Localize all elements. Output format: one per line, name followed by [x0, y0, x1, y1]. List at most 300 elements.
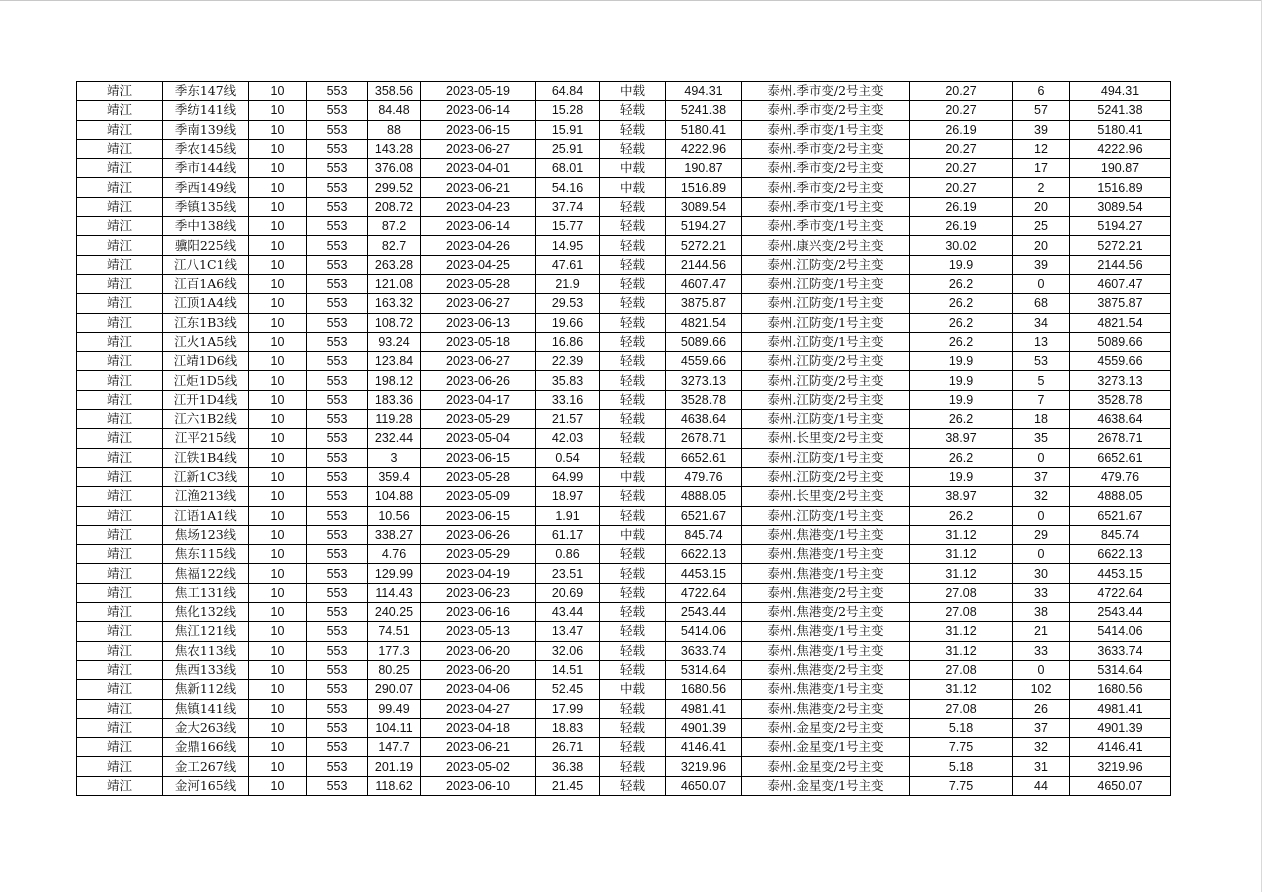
cell-value-c: 3089.54 [1070, 197, 1171, 216]
cell-value-c: 3219.96 [1070, 757, 1171, 776]
cell-load-level: 轻载 [600, 371, 666, 390]
table-row [77, 738, 1171, 757]
cell-voltage: 10 [249, 660, 307, 679]
cell-code: 553 [307, 641, 368, 660]
cell-code: 553 [307, 217, 368, 236]
cell-county: 靖江 [77, 313, 163, 332]
cell-substation: 泰州.江防变/1号主变 [742, 313, 910, 332]
cell-value-a: 240.25 [368, 603, 421, 622]
cell-line: 焦新112线 [163, 680, 249, 699]
cell-rate: 15.91 [536, 120, 600, 139]
cell-capacity: 27.08 [910, 699, 1013, 718]
cell-voltage: 10 [249, 718, 307, 737]
cell-substation: 泰州.季市变/1号主变 [742, 217, 910, 236]
cell-load-level: 中载 [600, 525, 666, 544]
cell-substation: 泰州.江防变/2号主变 [742, 390, 910, 409]
cell-rate: 18.97 [536, 487, 600, 506]
cell-substation: 泰州.金星变/1号主变 [742, 738, 910, 757]
cell-date: 2023-06-20 [421, 660, 536, 679]
cell-value-c: 4722.64 [1070, 583, 1171, 602]
cell-value-b: 190.87 [666, 159, 742, 178]
cell-substation: 泰州.江防变/1号主变 [742, 410, 910, 429]
cell-voltage: 10 [249, 294, 307, 313]
cell-county: 靖江 [77, 583, 163, 602]
cell-capacity: 27.08 [910, 603, 1013, 622]
cell-code: 553 [307, 120, 368, 139]
cell-date: 2023-05-29 [421, 410, 536, 429]
cell-date: 2023-05-28 [421, 274, 536, 293]
cell-count: 32 [1013, 487, 1070, 506]
table-row [77, 757, 1171, 776]
cell-date: 2023-06-15 [421, 120, 536, 139]
cell-capacity: 19.9 [910, 255, 1013, 274]
cell-county: 靖江 [77, 660, 163, 679]
cell-capacity: 26.19 [910, 197, 1013, 216]
cell-value-b: 4559.66 [666, 352, 742, 371]
cell-value-a: 129.99 [368, 564, 421, 583]
cell-count: 32 [1013, 738, 1070, 757]
cell-substation: 泰州.焦港变/1号主变 [742, 525, 910, 544]
cell-count: 53 [1013, 352, 1070, 371]
cell-code: 553 [307, 525, 368, 544]
cell-count: 0 [1013, 660, 1070, 679]
cell-county: 靖江 [77, 101, 163, 120]
cell-code: 553 [307, 332, 368, 351]
cell-voltage: 10 [249, 255, 307, 274]
cell-capacity: 19.9 [910, 352, 1013, 371]
cell-code: 553 [307, 738, 368, 757]
cell-load-level: 轻载 [600, 545, 666, 564]
cell-value-c: 5089.66 [1070, 332, 1171, 351]
cell-line: 金大263线 [163, 718, 249, 737]
cell-rate: 32.06 [536, 641, 600, 660]
cell-date: 2023-06-15 [421, 506, 536, 525]
cell-value-a: 84.48 [368, 101, 421, 120]
cell-value-a: 376.08 [368, 159, 421, 178]
cell-capacity: 27.08 [910, 583, 1013, 602]
cell-county: 靖江 [77, 390, 163, 409]
cell-code: 553 [307, 680, 368, 699]
cell-value-c: 4901.39 [1070, 718, 1171, 737]
table-row [77, 603, 1171, 622]
cell-value-b: 5414.06 [666, 622, 742, 641]
cell-load-level: 轻载 [600, 776, 666, 795]
cell-value-a: 3 [368, 448, 421, 467]
cell-value-a: 4.76 [368, 545, 421, 564]
cell-date: 2023-04-06 [421, 680, 536, 699]
cell-value-c: 6521.67 [1070, 506, 1171, 525]
cell-date: 2023-05-29 [421, 545, 536, 564]
cell-voltage: 10 [249, 217, 307, 236]
cell-substation: 泰州.长里变/2号主变 [742, 487, 910, 506]
cell-load-level: 轻载 [600, 738, 666, 757]
cell-value-b: 5241.38 [666, 101, 742, 120]
cell-voltage: 10 [249, 622, 307, 641]
cell-value-b: 2678.71 [666, 429, 742, 448]
cell-county: 靖江 [77, 217, 163, 236]
table-row [77, 294, 1171, 313]
cell-line: 季东147线 [163, 82, 249, 101]
cell-date: 2023-04-27 [421, 699, 536, 718]
cell-line: 江开1D4线 [163, 390, 249, 409]
cell-value-a: 74.51 [368, 622, 421, 641]
cell-date: 2023-06-15 [421, 448, 536, 467]
cell-code: 553 [307, 718, 368, 737]
cell-value-b: 3273.13 [666, 371, 742, 390]
cell-load-level: 中载 [600, 680, 666, 699]
cell-substation: 泰州.江防变/1号主变 [742, 506, 910, 525]
cell-value-c: 3528.78 [1070, 390, 1171, 409]
cell-rate: 26.71 [536, 738, 600, 757]
table-row [77, 583, 1171, 602]
cell-substation: 泰州.金星变/2号主变 [742, 757, 910, 776]
table-row [77, 236, 1171, 255]
cell-value-b: 2543.44 [666, 603, 742, 622]
cell-substation: 泰州.季市变/2号主变 [742, 82, 910, 101]
cell-code: 553 [307, 603, 368, 622]
table-row [77, 255, 1171, 274]
cell-load-level: 中载 [600, 467, 666, 486]
cell-voltage: 10 [249, 139, 307, 158]
cell-rate: 64.84 [536, 82, 600, 101]
page-top-border [0, 0, 1262, 1]
cell-value-b: 479.76 [666, 467, 742, 486]
cell-rate: 0.86 [536, 545, 600, 564]
cell-substation: 泰州.焦港变/1号主变 [742, 564, 910, 583]
cell-count: 34 [1013, 313, 1070, 332]
cell-substation: 泰州.焦港变/2号主变 [742, 660, 910, 679]
cell-value-a: 143.28 [368, 139, 421, 158]
cell-rate: 0.54 [536, 448, 600, 467]
cell-load-level: 轻载 [600, 352, 666, 371]
cell-value-b: 3528.78 [666, 390, 742, 409]
cell-value-b: 6652.61 [666, 448, 742, 467]
table-row [77, 776, 1171, 795]
cell-capacity: 20.27 [910, 178, 1013, 197]
cell-count: 37 [1013, 467, 1070, 486]
cell-county: 靖江 [77, 197, 163, 216]
cell-load-level: 轻载 [600, 410, 666, 429]
cell-capacity: 20.27 [910, 82, 1013, 101]
cell-capacity: 26.19 [910, 217, 1013, 236]
cell-rate: 52.45 [536, 680, 600, 699]
cell-date: 2023-06-13 [421, 313, 536, 332]
cell-line: 江八1C1线 [163, 255, 249, 274]
cell-value-a: 118.62 [368, 776, 421, 795]
table-row [77, 622, 1171, 641]
cell-voltage: 10 [249, 603, 307, 622]
cell-capacity: 7.75 [910, 776, 1013, 795]
cell-value-b: 4888.05 [666, 487, 742, 506]
cell-voltage: 10 [249, 313, 307, 332]
cell-substation: 泰州.长里变/2号主变 [742, 429, 910, 448]
cell-value-b: 1680.56 [666, 680, 742, 699]
cell-county: 靖江 [77, 429, 163, 448]
cell-code: 553 [307, 390, 368, 409]
cell-line: 江语1A1线 [163, 506, 249, 525]
cell-count: 35 [1013, 429, 1070, 448]
cell-value-c: 3875.87 [1070, 294, 1171, 313]
table-row [77, 120, 1171, 139]
cell-load-level: 轻载 [600, 139, 666, 158]
cell-value-b: 5194.27 [666, 217, 742, 236]
cell-value-c: 845.74 [1070, 525, 1171, 544]
cell-value-c: 5272.21 [1070, 236, 1171, 255]
cell-rate: 14.51 [536, 660, 600, 679]
cell-substation: 泰州.焦港变/1号主变 [742, 545, 910, 564]
cell-voltage: 10 [249, 699, 307, 718]
cell-count: 39 [1013, 255, 1070, 274]
cell-date: 2023-05-02 [421, 757, 536, 776]
cell-date: 2023-06-16 [421, 603, 536, 622]
cell-rate: 29.53 [536, 294, 600, 313]
cell-value-c: 4888.05 [1070, 487, 1171, 506]
cell-capacity: 7.75 [910, 738, 1013, 757]
cell-load-level: 轻载 [600, 757, 666, 776]
cell-capacity: 5.18 [910, 718, 1013, 737]
cell-voltage: 10 [249, 564, 307, 583]
cell-line: 江铁1B4线 [163, 448, 249, 467]
cell-value-a: 338.27 [368, 525, 421, 544]
cell-capacity: 19.9 [910, 467, 1013, 486]
cell-count: 7 [1013, 390, 1070, 409]
cell-voltage: 10 [249, 410, 307, 429]
cell-voltage: 10 [249, 371, 307, 390]
cell-rate: 21.45 [536, 776, 600, 795]
cell-count: 0 [1013, 545, 1070, 564]
cell-code: 553 [307, 178, 368, 197]
cell-code: 553 [307, 139, 368, 158]
cell-value-c: 2144.56 [1070, 255, 1171, 274]
cell-count: 37 [1013, 718, 1070, 737]
cell-capacity: 26.2 [910, 448, 1013, 467]
cell-voltage: 10 [249, 178, 307, 197]
cell-voltage: 10 [249, 776, 307, 795]
cell-count: 20 [1013, 236, 1070, 255]
cell-rate: 14.95 [536, 236, 600, 255]
table-row [77, 390, 1171, 409]
cell-count: 25 [1013, 217, 1070, 236]
cell-voltage: 10 [249, 448, 307, 467]
cell-county: 靖江 [77, 274, 163, 293]
cell-voltage: 10 [249, 545, 307, 564]
cell-capacity: 38.97 [910, 487, 1013, 506]
cell-rate: 21.9 [536, 274, 600, 293]
cell-load-level: 中载 [600, 82, 666, 101]
cell-value-a: 299.52 [368, 178, 421, 197]
table-row [77, 448, 1171, 467]
cell-rate: 23.51 [536, 564, 600, 583]
cell-date: 2023-06-27 [421, 352, 536, 371]
cell-count: 102 [1013, 680, 1070, 699]
cell-voltage: 10 [249, 352, 307, 371]
cell-county: 靖江 [77, 757, 163, 776]
cell-value-c: 4146.41 [1070, 738, 1171, 757]
cell-count: 31 [1013, 757, 1070, 776]
cell-voltage: 10 [249, 197, 307, 216]
cell-code: 553 [307, 371, 368, 390]
cell-substation: 泰州.季市变/1号主变 [742, 120, 910, 139]
cell-capacity: 27.08 [910, 660, 1013, 679]
cell-code: 553 [307, 564, 368, 583]
cell-voltage: 10 [249, 159, 307, 178]
cell-value-c: 5314.64 [1070, 660, 1171, 679]
cell-date: 2023-06-21 [421, 738, 536, 757]
table-row [77, 564, 1171, 583]
cell-capacity: 26.2 [910, 506, 1013, 525]
cell-value-b: 845.74 [666, 525, 742, 544]
table-row [77, 371, 1171, 390]
cell-code: 553 [307, 776, 368, 795]
cell-date: 2023-04-26 [421, 236, 536, 255]
cell-value-b: 4607.47 [666, 274, 742, 293]
cell-county: 靖江 [77, 680, 163, 699]
cell-county: 靖江 [77, 487, 163, 506]
cell-voltage: 10 [249, 487, 307, 506]
cell-value-b: 5272.21 [666, 236, 742, 255]
table-row [77, 101, 1171, 120]
cell-value-c: 4222.96 [1070, 139, 1171, 158]
cell-value-a: 104.11 [368, 718, 421, 737]
cell-load-level: 轻载 [600, 564, 666, 583]
cell-county: 靖江 [77, 255, 163, 274]
cell-load-level: 轻载 [600, 429, 666, 448]
cell-load-level: 轻载 [600, 101, 666, 120]
cell-line: 焦农113线 [163, 641, 249, 660]
cell-value-c: 1516.89 [1070, 178, 1171, 197]
cell-value-c: 3633.74 [1070, 641, 1171, 660]
table-row [77, 313, 1171, 332]
cell-value-a: 163.32 [368, 294, 421, 313]
cell-capacity: 20.27 [910, 139, 1013, 158]
cell-substation: 泰州.焦港变/2号主变 [742, 583, 910, 602]
cell-value-c: 5241.38 [1070, 101, 1171, 120]
cell-voltage: 10 [249, 390, 307, 409]
cell-line: 江东1B3线 [163, 313, 249, 332]
cell-voltage: 10 [249, 738, 307, 757]
cell-voltage: 10 [249, 274, 307, 293]
cell-substation: 泰州.康兴变/2号主变 [742, 236, 910, 255]
cell-code: 553 [307, 197, 368, 216]
cell-capacity: 38.97 [910, 429, 1013, 448]
cell-substation: 泰州.江防变/2号主变 [742, 255, 910, 274]
cell-capacity: 19.9 [910, 390, 1013, 409]
cell-code: 553 [307, 583, 368, 602]
cell-value-c: 2543.44 [1070, 603, 1171, 622]
table-row [77, 217, 1171, 236]
cell-value-b: 4453.15 [666, 564, 742, 583]
cell-capacity: 31.12 [910, 680, 1013, 699]
cell-count: 30 [1013, 564, 1070, 583]
cell-substation: 泰州.江防变/1号主变 [742, 448, 910, 467]
cell-value-a: 177.3 [368, 641, 421, 660]
cell-count: 33 [1013, 641, 1070, 660]
cell-capacity: 20.27 [910, 101, 1013, 120]
cell-rate: 18.83 [536, 718, 600, 737]
cell-voltage: 10 [249, 757, 307, 776]
cell-county: 靖江 [77, 236, 163, 255]
cell-capacity: 26.2 [910, 294, 1013, 313]
cell-load-level: 轻载 [600, 236, 666, 255]
cell-rate: 21.57 [536, 410, 600, 429]
cell-count: 6 [1013, 82, 1070, 101]
cell-code: 553 [307, 622, 368, 641]
cell-rate: 19.66 [536, 313, 600, 332]
cell-value-a: 80.25 [368, 660, 421, 679]
cell-voltage: 10 [249, 120, 307, 139]
cell-value-b: 3219.96 [666, 757, 742, 776]
cell-value-a: 359.4 [368, 467, 421, 486]
cell-substation: 泰州.江防变/1号主变 [742, 332, 910, 351]
cell-county: 靖江 [77, 352, 163, 371]
cell-voltage: 10 [249, 506, 307, 525]
cell-value-b: 6521.67 [666, 506, 742, 525]
cell-load-level: 轻载 [600, 313, 666, 332]
cell-code: 553 [307, 660, 368, 679]
cell-substation: 泰州.江防变/2号主变 [742, 371, 910, 390]
cell-value-a: 104.88 [368, 487, 421, 506]
cell-substation: 泰州.焦港变/1号主变 [742, 641, 910, 660]
cell-substation: 泰州.金星变/2号主变 [742, 718, 910, 737]
table-row [77, 467, 1171, 486]
cell-value-b: 4650.07 [666, 776, 742, 795]
table-row [77, 352, 1171, 371]
cell-count: 13 [1013, 332, 1070, 351]
cell-rate: 35.83 [536, 371, 600, 390]
table-row [77, 332, 1171, 351]
cell-line: 江平215线 [163, 429, 249, 448]
table-row [77, 680, 1171, 699]
cell-county: 靖江 [77, 178, 163, 197]
cell-date: 2023-06-27 [421, 294, 536, 313]
cell-load-level: 轻载 [600, 660, 666, 679]
cell-code: 553 [307, 255, 368, 274]
cell-code: 553 [307, 313, 368, 332]
table-row [77, 525, 1171, 544]
cell-value-c: 5194.27 [1070, 217, 1171, 236]
cell-value-c: 4453.15 [1070, 564, 1171, 583]
cell-load-level: 轻载 [600, 699, 666, 718]
cell-load-level: 中载 [600, 159, 666, 178]
cell-capacity: 31.12 [910, 545, 1013, 564]
cell-line: 江渔213线 [163, 487, 249, 506]
cell-value-a: 290.07 [368, 680, 421, 699]
table-row [77, 139, 1171, 158]
cell-county: 靖江 [77, 525, 163, 544]
cell-date: 2023-05-18 [421, 332, 536, 351]
cell-date: 2023-06-21 [421, 178, 536, 197]
cell-value-b: 3875.87 [666, 294, 742, 313]
cell-load-level: 轻载 [600, 603, 666, 622]
cell-count: 38 [1013, 603, 1070, 622]
cell-county: 靖江 [77, 410, 163, 429]
cell-load-level: 轻载 [600, 120, 666, 139]
cell-capacity: 5.18 [910, 757, 1013, 776]
cell-load-level: 轻载 [600, 294, 666, 313]
cell-line: 江靖1D6线 [163, 352, 249, 371]
cell-substation: 泰州.焦港变/1号主变 [742, 680, 910, 699]
cell-value-c: 4607.47 [1070, 274, 1171, 293]
cell-value-b: 4901.39 [666, 718, 742, 737]
cell-voltage: 10 [249, 467, 307, 486]
cell-capacity: 31.12 [910, 564, 1013, 583]
cell-date: 2023-06-10 [421, 776, 536, 795]
cell-substation: 泰州.江防变/2号主变 [742, 352, 910, 371]
cell-code: 553 [307, 487, 368, 506]
cell-voltage: 10 [249, 332, 307, 351]
cell-value-a: 82.7 [368, 236, 421, 255]
cell-rate: 42.03 [536, 429, 600, 448]
